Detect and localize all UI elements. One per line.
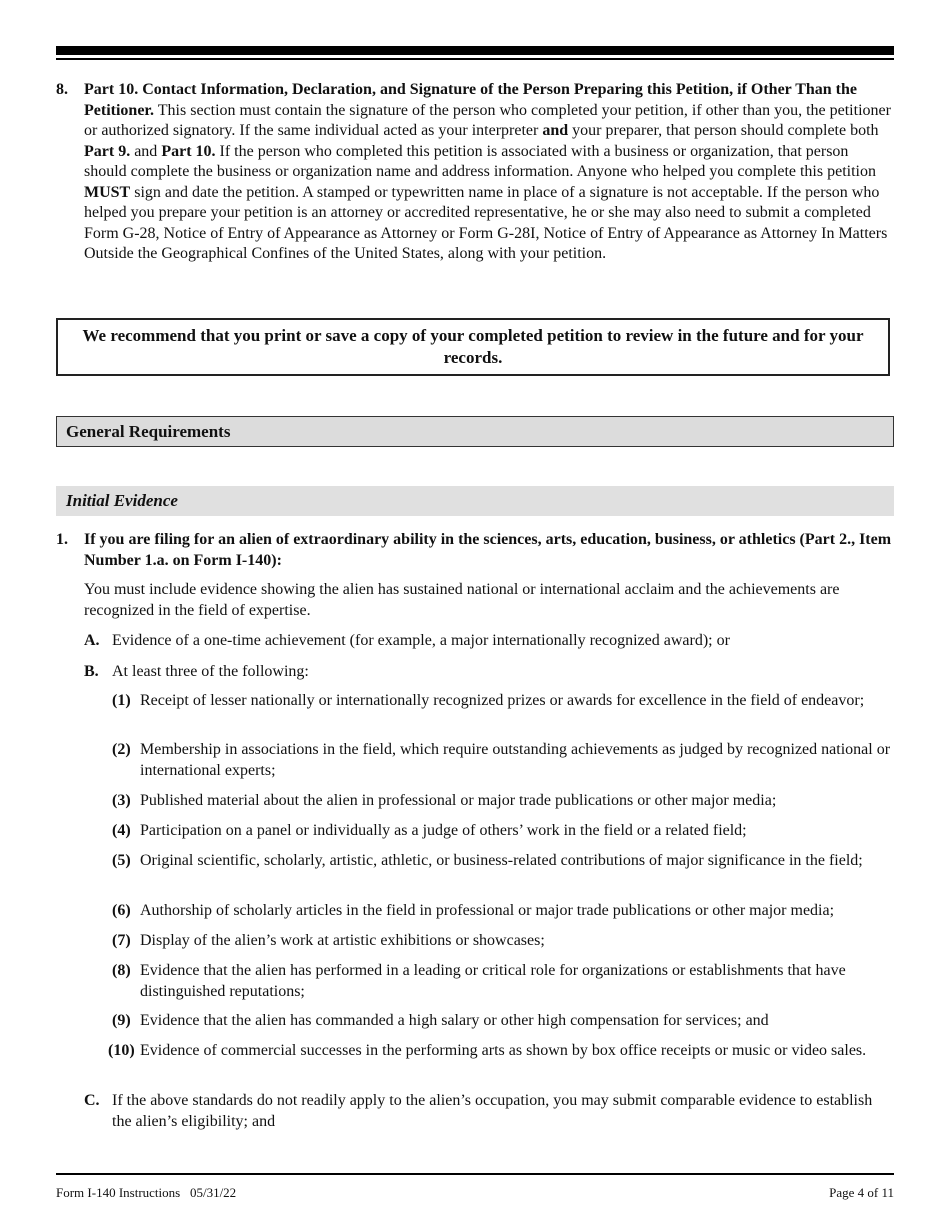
recommend-box: We recommend that you print or save a copy of your completed petition to review in the future and for your records. xyxy=(56,318,890,376)
text: Evidence that the alien has performed in a leading or critical role for organizations or establishments that have distinguished reputations; xyxy=(140,962,846,1000)
item-1-heading xyxy=(84,530,894,571)
criterion-10 xyxy=(108,1041,894,1062)
text: and xyxy=(130,142,162,160)
section-header-general-requirements: General Requirements xyxy=(56,416,894,447)
footer-page-number: Page 4 of 11 xyxy=(829,1185,894,1200)
criterion-4 xyxy=(112,821,894,842)
text: If the person who completed this petition is associated with a business or organization, that person should complete the business or organization name and address information. Anyone who helped you complete this petition xyxy=(84,142,876,180)
text: Evidence of a one-time achievement (for example, a major internationally recognized award); or xyxy=(112,632,730,649)
text: At least three of the following: xyxy=(112,663,309,680)
text: Published material about the alien in professional or major trade publications or other major media; xyxy=(140,792,777,809)
label: B. xyxy=(84,663,99,680)
criterion-6 xyxy=(112,901,894,922)
bold-text: MUST xyxy=(84,183,131,201)
item-1-paragraph: You must include evidence showing the alien has sustained national or international acclaim and the achievements are recognized in the field of expertise. xyxy=(84,581,840,619)
bold-text: Part 10. xyxy=(161,142,216,160)
subsection-header-initial-evidence: Initial Evidence xyxy=(56,486,894,516)
header-rule-thick xyxy=(56,46,894,55)
text: Participation on a panel or individually as a judge of others’ work in the field or a related field; xyxy=(140,822,747,839)
criterion-5 xyxy=(112,851,894,872)
label: (8) xyxy=(112,962,131,979)
criterion-8 xyxy=(112,961,894,1002)
option-c xyxy=(84,1091,894,1132)
text: your preparer, that person should complete both xyxy=(568,122,879,139)
label: C. xyxy=(84,1092,100,1109)
footer-rule xyxy=(56,1173,894,1175)
option-b xyxy=(84,662,894,683)
criterion-3 xyxy=(112,791,894,812)
item-1 xyxy=(56,530,894,571)
criterion-1 xyxy=(112,691,894,712)
item-8-text xyxy=(84,80,894,265)
label: (2) xyxy=(112,741,131,758)
header-rule-thin xyxy=(56,58,894,60)
text: sign and date the petition. A stamped or typewritten name in place of a signature is not acceptable. If the person who helped you prepare your petition is an attorney or accredited representative, he or she may also need to submit a completed Form G-28, Notice of Entry of Appearance as Attorney or Form G-28I, Notice of Entry of Appearance as Attorney In Matters Outside the Geographical Confines of the United States, along with your petition. xyxy=(84,183,888,262)
label: (7) xyxy=(112,932,131,949)
label: A. xyxy=(84,632,100,649)
text: If the above standards do not readily apply to the alien’s occupation, you may submit comparable evidence to establish the alien’s eligibility; and xyxy=(112,1092,873,1130)
label: (9) xyxy=(112,1012,131,1029)
criterion-2 xyxy=(112,740,894,781)
label: (10) xyxy=(108,1042,135,1059)
text: Original scientific, scholarly, artistic, athletic, or business-related contributions of major significance in the field; xyxy=(140,852,863,869)
text: Receipt of lesser nationally or internationally recognized prizes or awards for excellence in the field of endeavor; xyxy=(140,692,865,709)
text: Authorship of scholarly articles in the field in professional or major trade publications or other major media; xyxy=(140,902,835,919)
item-number: 8. xyxy=(56,81,68,98)
criterion-9 xyxy=(112,1011,894,1032)
label: (1) xyxy=(112,692,131,709)
label: (5) xyxy=(112,852,131,869)
heading-text: If you are filing for an alien of extraordinary ability in the sciences, arts, education, business, or athletics (Part 2., Item Number 1.a. on Form I-140): xyxy=(84,531,892,569)
option-a xyxy=(84,631,894,652)
bold-text: and xyxy=(542,122,569,139)
item-8-part-10 xyxy=(56,80,894,265)
item-number: 1. xyxy=(56,531,68,548)
text: Display of the alien’s work at artistic exhibitions or showcases; xyxy=(140,932,545,949)
item-8-heading: Part 10. Contact Information, Declaration, and Signature of the Person Preparing this Petition, if Other Than the Petitioner. xyxy=(84,81,857,119)
label: (3) xyxy=(112,792,131,809)
footer-form-info: Form I-140 Instructions 05/31/22 xyxy=(56,1185,237,1200)
text: Evidence of commercial successes in the performing arts as shown by box office receipts or music or video sales. xyxy=(140,1042,867,1059)
text: Evidence that the alien has commanded a high salary or other high compensation for services; and xyxy=(140,1012,769,1029)
label: (4) xyxy=(112,822,131,839)
text: This section must contain the signature of the person who completed your petition, if other than you, the petitioner or authorized signatory. If the same individual acted as your interpreter xyxy=(84,101,891,139)
text: Membership in associations in the field, which require outstanding achievements as judged by recognized national or international experts; xyxy=(140,741,891,779)
label: (6) xyxy=(112,902,131,919)
criterion-7 xyxy=(112,931,894,952)
bold-text: Part 9. xyxy=(84,142,131,160)
